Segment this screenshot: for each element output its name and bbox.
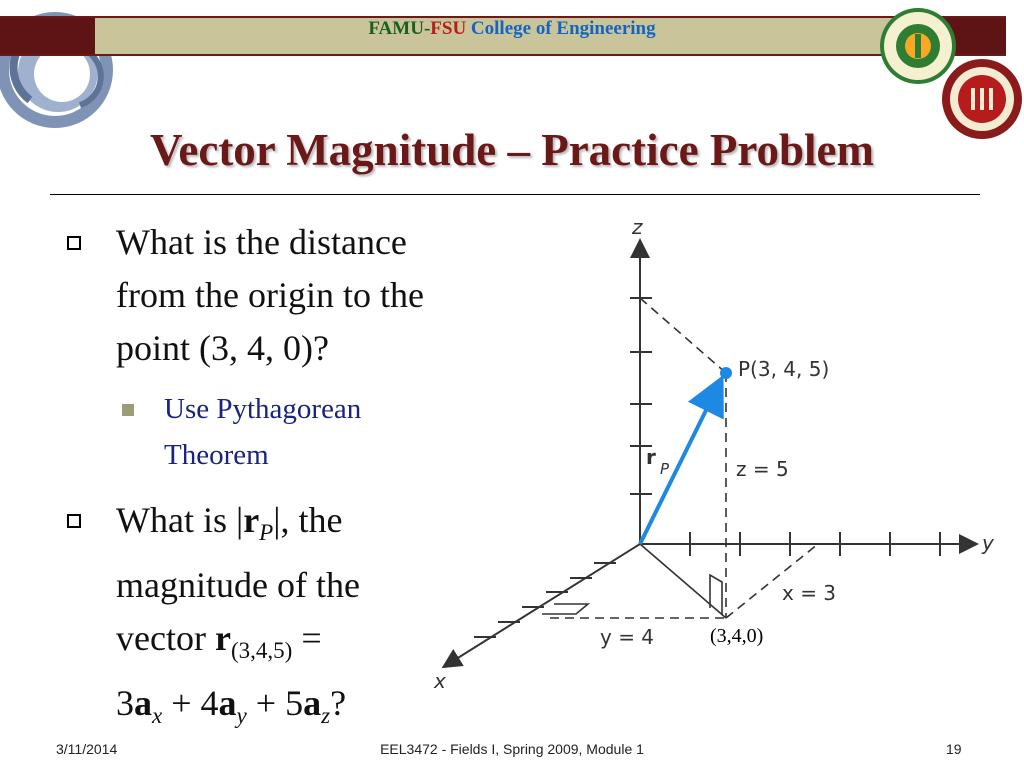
point-p (720, 367, 732, 379)
question-2 (116, 494, 360, 743)
hint-line2: Theorem (164, 439, 269, 471)
question-2-line1: What is $|r_P|$, the (116, 500, 343, 546)
question-1-line1: What is the distance (116, 222, 407, 262)
vector-sub-label: P (660, 460, 670, 478)
axis-z-label: z (632, 215, 643, 239)
hint-line1: Use Pythagorean (164, 393, 362, 425)
bullet-box-icon (67, 236, 81, 250)
y-eq-label: y = 4 (600, 625, 655, 649)
header-dash: - (423, 18, 431, 39)
header-famu: FAMU (368, 18, 424, 39)
footer-course: EEL3472 - Fields I, Spring 2009, Module 1 (380, 741, 644, 757)
vector-figure (420, 210, 1020, 700)
question-1-line2: from the origin to the (116, 275, 424, 315)
question-1 (116, 216, 424, 375)
footer-page-number: 19 (946, 741, 962, 757)
question-2-line3: vector $r_{(3,4,5)}$ = (116, 618, 322, 664)
question-1-line3: point (3, 4, 0)? (116, 328, 329, 368)
point-p-label: P(3, 4, 5) (738, 357, 830, 381)
x-eq-label: x = 3 (782, 581, 837, 605)
z-eq-label: z = 5 (736, 457, 789, 481)
header-text (0, 18, 1024, 40)
bullet-box-icon (67, 514, 81, 528)
base-point-label: (3,4,0) (710, 625, 764, 647)
slide-title: Vector Magnitude – Practice Problem (150, 125, 874, 175)
question-2-line2: magnitude of the (116, 565, 360, 606)
header-college: College of Engineering (470, 18, 656, 39)
footer-date: 3/11/2014 (56, 741, 118, 757)
question-2-line4: $3a_x + 4a_y + 5a_z$? (116, 683, 347, 729)
vector-r-label: r (646, 445, 656, 469)
header-fsu: FSU (430, 18, 467, 39)
sub-bullet-square-icon (122, 404, 134, 416)
axis-x-label: x (434, 669, 446, 693)
hint (164, 386, 361, 478)
axis-y-label: y (982, 531, 994, 555)
title-divider (50, 194, 980, 195)
